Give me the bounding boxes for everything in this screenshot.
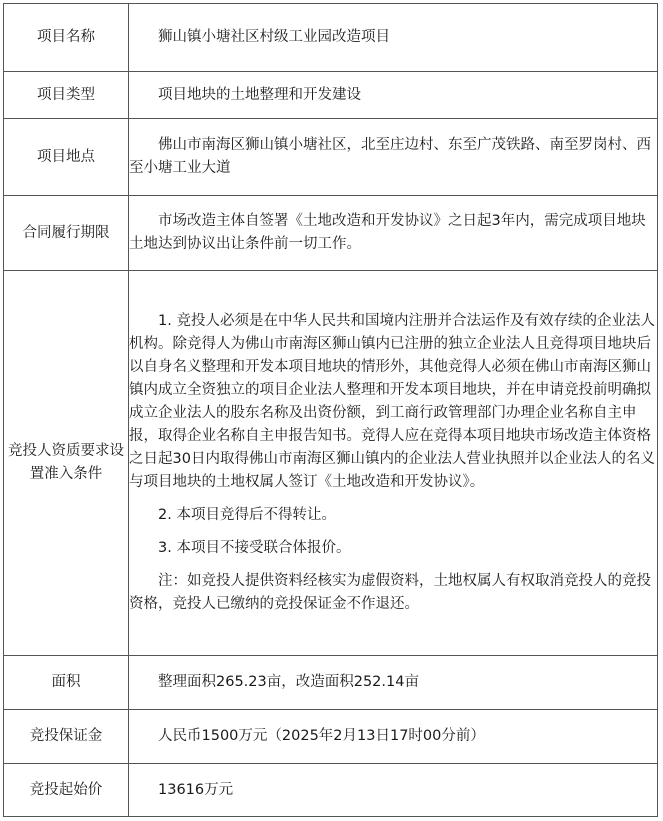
area-value: 整理面积265.23亩，改造面积252.14亩 <box>129 656 658 710</box>
table-row-project-type <box>4 72 658 119</box>
project-info-table <box>3 3 658 817</box>
table-row-project-name <box>4 4 658 72</box>
bidder-qualification-label: 竞投人资质要求设置准入条件 <box>4 271 129 656</box>
project-type-value: 项目地块的土地整理和开发建设 <box>129 72 658 119</box>
qualification-paragraph-1: 1. 竞投人必须是在中华人民共和国境内注册并合法运作及有效存续的企业法人机构。除竞得人为佛山市南海区狮山镇内已注册的独立企业法人且竞得项目地块后以自身名义整理和开发本项目地块的情形外，其他竞得人必须在佛山市南海区狮山镇内成立全资独立的项目企业法人整理和开发本项目地块，并在申请竞投前明确拟成立企业法人的股东名称及出资份额，到工商行政管理部门办理企业名称自主申报，取得企业名称自主申报告知书。竞得人应在竞得本项目地块市场改造主体资格之日起30日内取得佛山市南海区狮山镇内的企业法人营业执照并以企业法人的名义与项目地块的土地权属人签订《土地改造和开发协议》。 <box>129 313 655 490</box>
table-row-starting-price <box>4 764 658 817</box>
qualification-note: 注：如竞投人提供资料经核实为虚假资料，土地权属人有权取消竞投人的竞投资格，竞投人已缴纳的竞投保证金不作退还。 <box>129 573 651 612</box>
contract-period-label: 合同履行期限 <box>4 196 129 271</box>
qualification-paragraph-3: 3. 本项目不接受联合体报价。 <box>158 540 351 556</box>
bid-deposit-label: 竞投保证金 <box>4 710 129 764</box>
project-location-value: 佛山市南海区狮山镇小塘社区，北至庄边村、东至广茂铁路、南至罗岗村、西至小塘工业大道 <box>129 119 658 196</box>
bidder-qualification-value <box>129 271 658 656</box>
table-row-bid-deposit <box>4 710 658 764</box>
starting-price-label: 竞投起始价 <box>4 764 129 817</box>
qualification-paragraph-2: 2. 本项目竞得后不得转让。 <box>158 507 336 523</box>
project-name-value: 狮山镇小塘社区村级工业园改造项目 <box>129 4 658 72</box>
project-name-label: 项目名称 <box>4 4 129 72</box>
table-row-contract-period <box>4 196 658 271</box>
table-row-area <box>4 656 658 710</box>
bid-deposit-value: 人民币1500万元（2025年2月13日17时00分前） <box>129 710 658 764</box>
project-type-label: 项目类型 <box>4 72 129 119</box>
contract-period-value: 市场改造主体自签署《土地改造和开发协议》之日起3年内，需完成项目地块土地达到协议出让条件前一切工作。 <box>129 196 658 271</box>
project-location-label: 项目地点 <box>4 119 129 196</box>
table-row-bidder-qualification <box>4 271 658 656</box>
table-row-project-location <box>4 119 658 196</box>
area-label: 面积 <box>4 656 129 710</box>
starting-price-value: 13616万元 <box>129 764 658 817</box>
